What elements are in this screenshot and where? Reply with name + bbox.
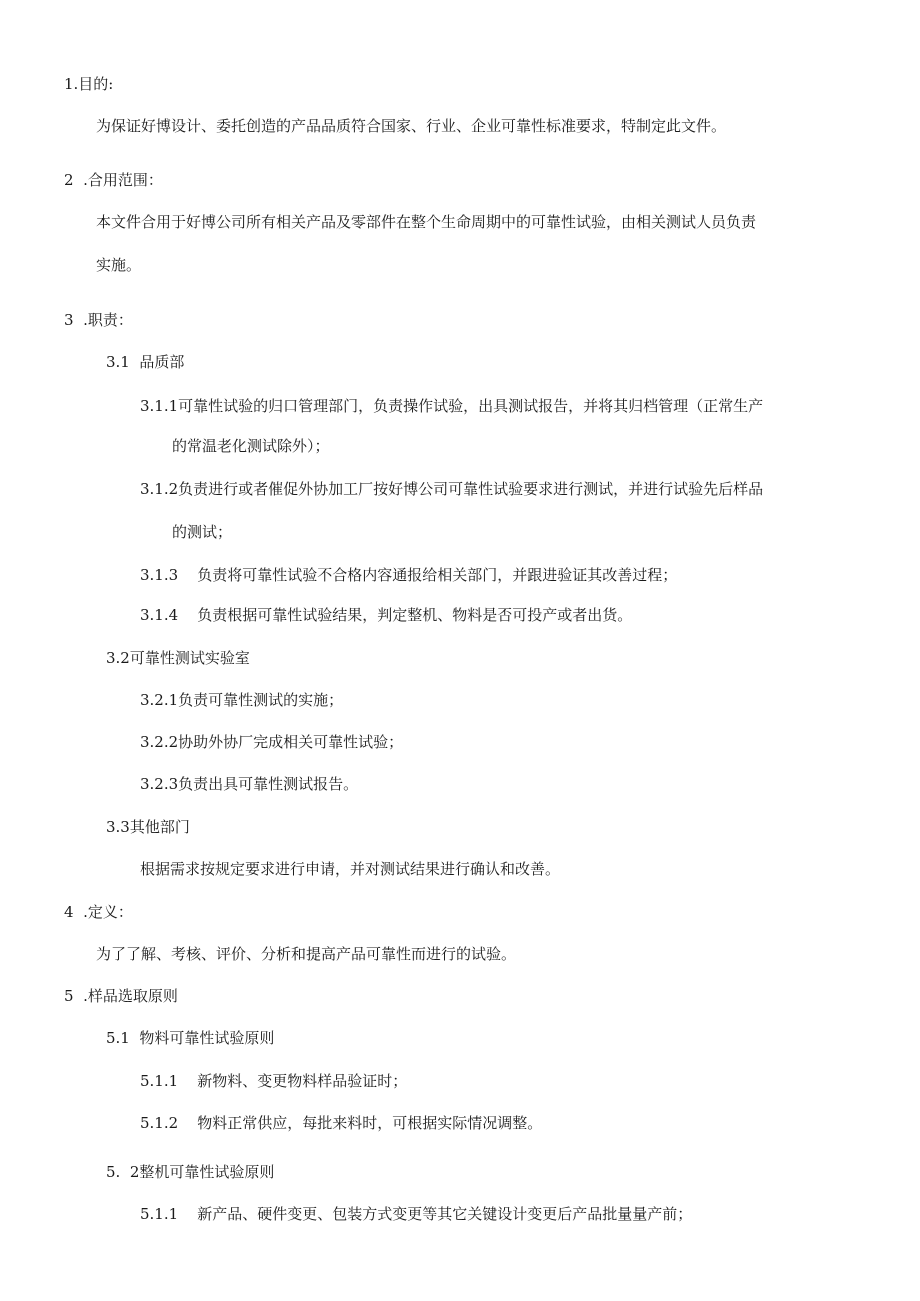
- section-5-2-heading: 5. 2整机可靠性试验原则: [106, 1163, 275, 1181]
- section-3-3-body: 根据需求按规定要求进行申请，并对测试结果进行确认和改善。: [140, 860, 561, 878]
- item-5-1-2: 5.1.2 物料正常供应，每批来料时，可根据实际情况调整。: [140, 1114, 543, 1132]
- section-5-1-heading: 5.1 物料可靠性试验原则: [106, 1029, 275, 1047]
- item-3-1-4: 3.1.4 负责根据可靠性试验结果，判定整机、物料是否可投产或者出货。: [140, 606, 633, 624]
- section-4-heading: 4 .定义：: [64, 903, 133, 921]
- section-5-heading: 5 .样品选取原则: [64, 987, 178, 1005]
- item-3-1-3: 3.1.3 负责将可靠性试验不合格内容通报给相关部门，并跟进验证其改善过程；: [140, 566, 678, 584]
- item-3-1-2-line-1: 3.1.2负责进行或者催促外协加工厂按好博公司可靠性试验要求进行测试，并进行试验先后样品: [140, 480, 764, 498]
- item-5-1-1: 5.1.1 新物料、变更物料样品验证时；: [140, 1072, 408, 1090]
- item-3-1-2-line-2: 的测试；: [172, 523, 233, 541]
- section-3-3-heading: 3.3其他部门: [106, 818, 190, 836]
- item-3-1-1-line-1: 3.1.1可靠性试验的归口管理部门，负责操作试验，出具测试报告，并将其归档管理（正常生产: [140, 397, 764, 415]
- section-1-body: 为保证好博设计、委托创造的产品品质符合国家、行业、企业可靠性标准要求，特制定此文件。: [96, 117, 727, 135]
- section-2-body-line-2: 实施。: [96, 256, 142, 274]
- item-5-2-1: 5.1.1 新产品、硬件变更、包装方式变更等其它关键设计变更后产品批量量产前；: [140, 1205, 693, 1223]
- item-3-2-3: 3.2.3负责出具可靠性测试报告。: [140, 775, 359, 793]
- item-3-1-1-line-2: 的常温老化测试除外）；: [172, 437, 330, 455]
- section-2-body-line-1: 本文件合用于好博公司所有相关产品及零部件在整个生命周期中的可靠性试验，由相关测试人员负责: [96, 213, 757, 231]
- section-1-heading: 1.目的:: [64, 75, 114, 93]
- section-4-body: 为了了解、考核、评价、分析和提高产品可靠性而进行的试验。: [96, 945, 517, 963]
- item-3-2-2: 3.2.2协助外协厂完成相关可靠性试验；: [140, 733, 404, 751]
- section-3-2-heading: 3.2可靠性测试实验室: [106, 649, 250, 667]
- section-3-heading: 3 .职责：: [64, 311, 133, 329]
- section-3-1-heading: 3.1 品质部: [106, 353, 185, 371]
- item-3-2-1: 3.2.1负责可靠性测试的实施；: [140, 691, 344, 709]
- section-2-heading: 2 .合用范围：: [64, 171, 163, 189]
